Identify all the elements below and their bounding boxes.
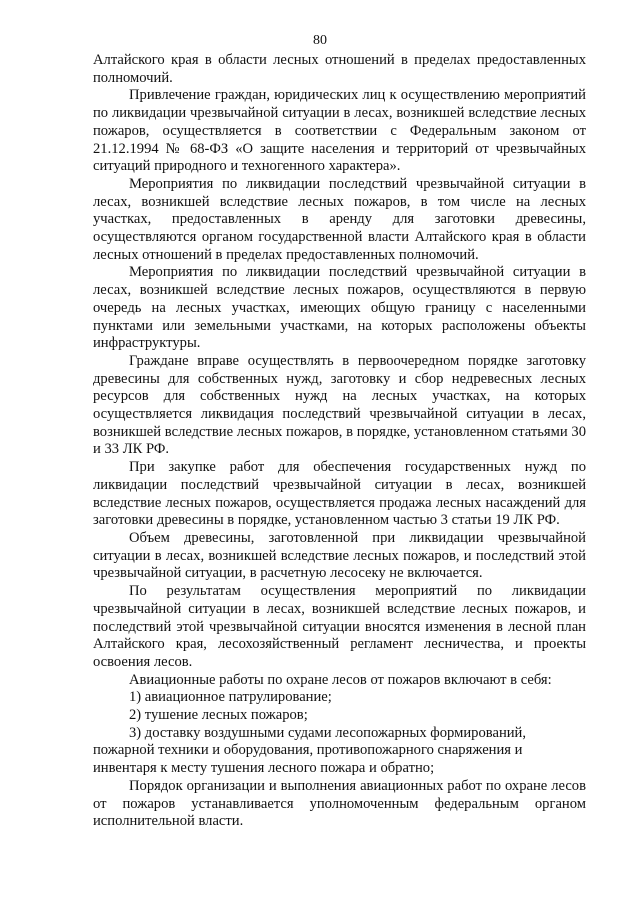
paragraph: Алтайского края в области лесных отношений в пределах предоставленных полномочий. (93, 52, 586, 86)
paragraph: По результатам осуществления мероприятий по ликвидации чрезвычайной ситуации в лесах, возникшей вследствие лесных пожаров, и последствий этой чрезвычайной ситуации вносятся изменения в лесной план Алтайского края, лесохозяйственный регламент лесничества, и проекты освоения лесов. (93, 583, 586, 670)
paragraph: Объем древесины, заготовленной при ликвидации чрезвычайной ситуации в лесах, возникшей вследствие лесных пожаров, и последствий этой чрезвычайной ситуации, в расчетную лесосеку не включается. (93, 529, 586, 582)
paragraph: При закупке работ для обеспечения государственных нужд по ликвидации последствий чрезвычайной ситуации в лесах, возникшей вследствие лесных пожаров, осуществляется продажа лесных насаждений для заготовки древесины в порядке, установленном частью 3 статьи 19 ЛК РФ. (93, 459, 586, 529)
list-item: 1) авиационное патрулирование; (129, 689, 332, 706)
page-number: 80 (313, 33, 327, 48)
paragraph: Граждане вправе осуществлять в первоочередном порядке заготовку древесины для собственных нужд, заготовку и сбор недревесных лесных ресурсов для собственных нужд на лесных участках, на которых осуществляется ликвидация последствий чрезвычайной ситуации в лесах, возникшей вследствие лесных пожаров, в порядке, установленном статьями 30 и 33 ЛК РФ. (93, 352, 586, 458)
list-item: 3) доставку воздушными судами лесопожарных формирований, пожарной техники и оборудования, противопожарного снаряжения и инвентаря к месту тушения лесного пожара и обратно; (93, 724, 527, 777)
document-body (93, 52, 586, 831)
paragraph: Порядок организации и выполнения авиационных работ по охране лесов от пожаров устанавливается уполномоченным федеральным органом исполнительной власти. (93, 777, 586, 830)
paragraph: Привлечение граждан, юридических лиц к осуществлению мероприятий по ликвидации чрезвычайной ситуации в лесах, возникшей вследствие лесных пожаров, осуществляется в соответствии с Федеральным законом от 21.12.1994 № 68-ФЗ «О защите населения и территорий от чрезвычайных ситуаций природного и техногенного характера». (93, 87, 586, 175)
paragraph: Мероприятия по ликвидации последствий чрезвычайной ситуации в лесах, возникшей вследствие лесных пожаров, осуществляются в первую очередь на лесных участках, имеющих общую границу с населенными пунктами или земельными участками, на которых расположены объекты инфраструктуры. (93, 264, 586, 352)
list-intro: Авиационные работы по охране лесов от пожаров включают в себя: (129, 671, 552, 688)
list-item: 2) тушение лесных пожаров; (129, 707, 308, 724)
paragraph: Мероприятия по ликвидации последствий чрезвычайной ситуации в лесах, возникшей вследствие лесных пожаров, в том числе на лесных участках, предоставленных в аренду для заготовки древесины, осуществляются органом государственной власти Алтайского края в области лесных отношений в пределах предоставленных полномочий. (93, 175, 586, 263)
